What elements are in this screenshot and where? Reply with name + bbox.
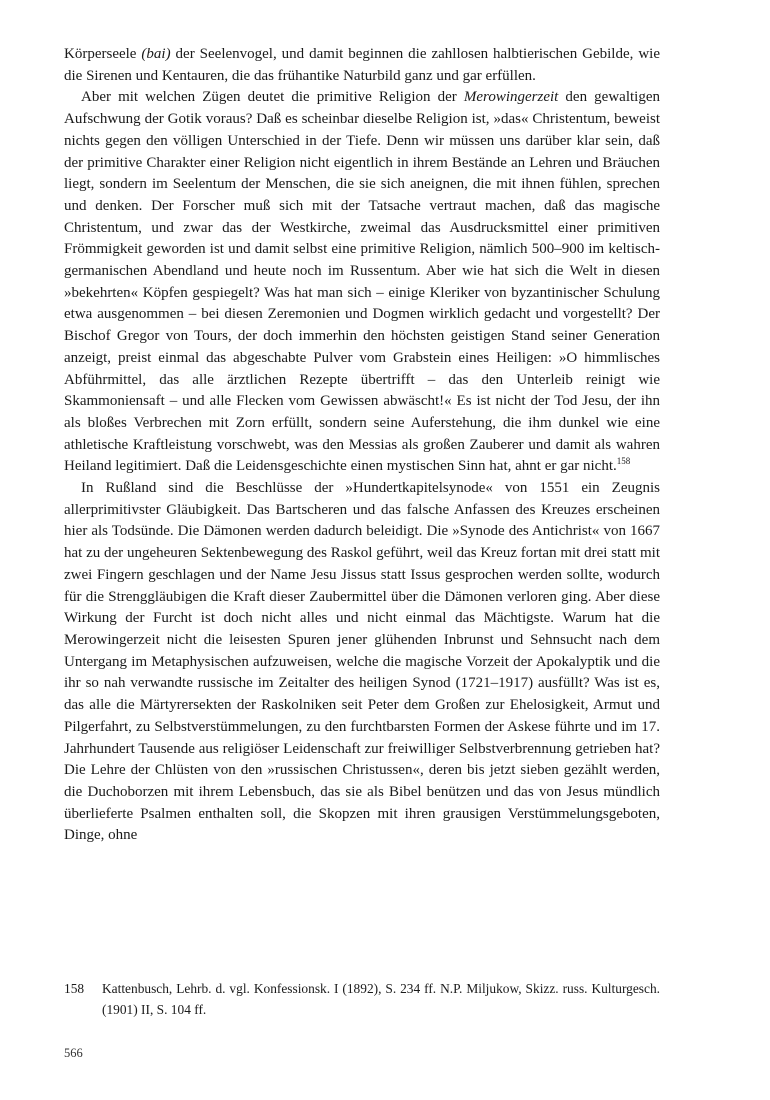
footnote-number: 158: [64, 981, 85, 996]
footnotes: [64, 979, 660, 1020]
page-number: 566: [64, 1046, 83, 1060]
footnote-reference: 158: [616, 456, 631, 467]
body-text: [64, 44, 660, 847]
footnote-158: [64, 979, 660, 1020]
paragraph: [64, 44, 660, 87]
text-run: den gewaltigen Aufschwung der Gotik voraus? Daß es scheinbar dieselbe Religion ist, »das« Christentum, beweist nichts gegen den völligen Unterschied in der Tiefe. Denn wir müssen uns darüber klar sein, daß der primitive Charakter einer Religion nicht eigentlich in ihrem Bestände an Lehren und Bräuchen liegt, sondern im Seelentum der Menschen, die sie sich aneignen, die mit ihnen fühlen, sprechen und denken. Der Forscher muß sich mit der Tatsache vertraut machen, daß das magische Christentum, und zwar das der Westkirche, zweimal das Ausdrucksmittel einer primitiven Frömmigkeit geworden ist und damit selbst eine primitive Religion, nämlich 500–900 im keltisch-germanischen Abendland und heute noch im Russentum. Aber wie hat sich die Welt in diesen »bekehrten« Köpfen gespiegelt? Was hat man sich – einige Kleriker von byzantinischer Schulung etwa ausgenommen – bei diesen Zeremonien und Dogmen wirklich gedacht und vorgestellt? Der Bischof Gregor von Tours, der doch immerhin den höchsten geistigen Stand seiner Generation anzeigt, preist einmal das abgeschabte Pulver vom Grabstein eines Heiligen: »O himmlisches Abführmittel, das alle ärztlichen Rezepte übertrifft – das den Unterleib reinigt wie Skammoniensaft – und alle Flecken vom Gewissen abwäscht!« Es ist nicht der Tod Jesu, der ihn als bloßes Verbrechen mit Zorn erfüllt, sondern seine Auferstehung, die ihm dunkel wie eine athletische Kraftleistung vorschwebt, was den Messias als großen Zauberer und damit als wahren Heiland legitimiert. Daß die Leidensgeschichte einen mystischen Sinn hat, ahnt er gar nicht.: [64, 89, 660, 475]
text-run: Aber mit welchen Zügen deutet die primitive Religion der: [81, 89, 464, 106]
text-run: der Seelenvogel, und damit beginnen die zahllosen halbtierischen Gebilde, wie die Sirenen und Kentauren, die das frühantike Naturbild ganz und gar erfüllen.: [64, 46, 660, 84]
text-run: In Rußland sind die Beschlüsse der »Hundertkapitelsynode« von 1551 ein Zeugnis allerprimitivster Gläubigkeit. Das Bartscheren und das falsche Anfassen des Kreuzes erscheinen hier als Todsünde. Die Dämonen werden dadurch beleidigt. Die »Synode des Antichrist« von 1667 hat zu der ungeheuren Sektenbewegung des Raskol geführt, weil das Kreuz fortan mit drei statt mit zwei Fingern geschlagen und der Name Jesu Jissus statt Issus gesprochen werden sollte, wodurch für die Strenggläubigen die Kraft dieser Zaubermittel über die Dämonen verloren ging. Aber diese Wirkung der Furcht ist doch nicht alles und nicht einmal das Mächtigste. Warum hat die Merowingerzeit nicht die leisesten Spuren jener glühenden Inbrunst und Sehnsucht nach dem Untergang im Metaphysischen aufzuweisen, welche die magische Vorzeit der Apokalyptik und die ihr so nah verwandte russische im Zeitalter des heiligen Synod (1721–1917) ausfüllt? Was ist es, das alle die Märtyrersekten der Raskolniken seit Peter dem Großen zur Ehelosigkeit, Armut und Pilgerfahrt, zu Selbstverstümmelungen, zu den furchtbarsten Formen der Askese führte und im 17. Jahrhundert Tausende aus religiöser Leidenschaft zur freiwilliger Selbstverbrennung getrieben hat? Die Lehre der Chlüsten von den »russischen Christussen«, deren bis jetzt sieben gezählt werden, die Duchoborzen mit ihrem Lebensbuch, das sie als Bibel benützen und das von Jesus mündlich überlieferte Psalmen enthalten soll, die Skopzen mit ihren grausigen Verstümmelungsgeboten, Dinge, ohne: [64, 480, 660, 844]
italic-term: (bai): [141, 46, 171, 62]
footnote-text: Kattenbusch, Lehrb. d. vgl. Konfessionsk. I (1892), S. 234 ff. N.P. Miljukow, Skizz. russ. Kulturgesch. (1901) II, S. 104 ff.: [102, 981, 660, 1017]
text-run: Körperseele: [64, 46, 142, 62]
paragraph: [64, 87, 660, 478]
paragraph: [64, 478, 660, 847]
italic-term: Merowingerzeit: [463, 89, 559, 106]
